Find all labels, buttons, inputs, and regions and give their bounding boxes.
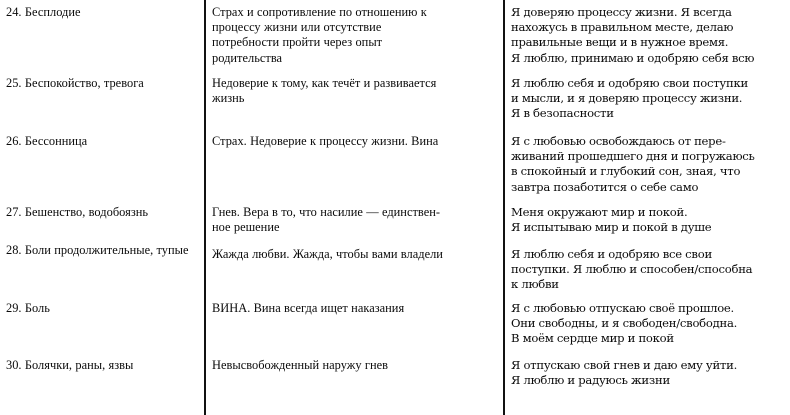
row-cause-text: Жажда любви. Жажда, чтобы вами владели [212,247,443,261]
row-affirmation-text: Я отпускаю свой гнев и даю ему уйти. Я люблю и радуюсь жизни [511,358,738,388]
row-cause-text: Страх. Недоверие к процессу жизни. Вина [212,134,439,148]
row-affirmation-text: Я люблю себя и одобряю свои поступки и мысли, и я доверяю процессу жизни. Я в безопасности [511,76,748,121]
row-symptom-name: 30. Болячки, раны, язвы [6,358,134,372]
row-cause-text: ВИНА. Вина всегда ищет наказания [212,301,405,315]
row-symptom-name: 24. Бесплодие [6,5,81,19]
row-cause-text: Недоверие к тому, как течёт и развивается жизнь [212,76,437,106]
row-symptom-name: 27. Бешенство, водобоязнь [6,205,149,219]
row-symptom-name: 28. Боли продолжительные, тупые [6,243,189,257]
row-affirmation-text: Меня окружают мир и покой. Я испытываю мир и покой в душе [511,205,712,235]
row-cause-text: Гнев. Вера в то, что насилие — единствен- ное решение [212,205,441,235]
row-symptom-name: 26. Бессонница [6,134,88,148]
row-affirmation-text: Я доверяю процессу жизни. Я всегда нахожусь в правильном месте, делаю правильные вещи и в нужное время. Я люблю, принимаю и одобряю себя всю [511,5,755,65]
row-affirmation-text: Я люблю себя и одобряю все свои поступки. Я люблю и способен/способна к любви [511,247,753,292]
row-affirmation-text: Я с любовью освобождаюсь от пере- живаний прошедшего дня и погружаюсь в спокойный и глубокий сон, зная, что завтра позаботится о себе само [511,134,755,194]
row-symptom-name: 25. Беспокойство, тревога [6,76,144,90]
row-affirmation-text: Я с любовью отпускаю своё прошлое. Они свободны, и я свободен/свободна. В моём сердце мир и покой [511,301,738,346]
row-cause-text: Невысвобожденный наружу гнев [212,358,389,372]
row-cause-text: Страх и сопротивление по отношению к процессу жизни или отсутствие потребности пройти через опыт родительства [212,5,427,65]
row-symptom-name: 29. Боль [6,301,50,315]
